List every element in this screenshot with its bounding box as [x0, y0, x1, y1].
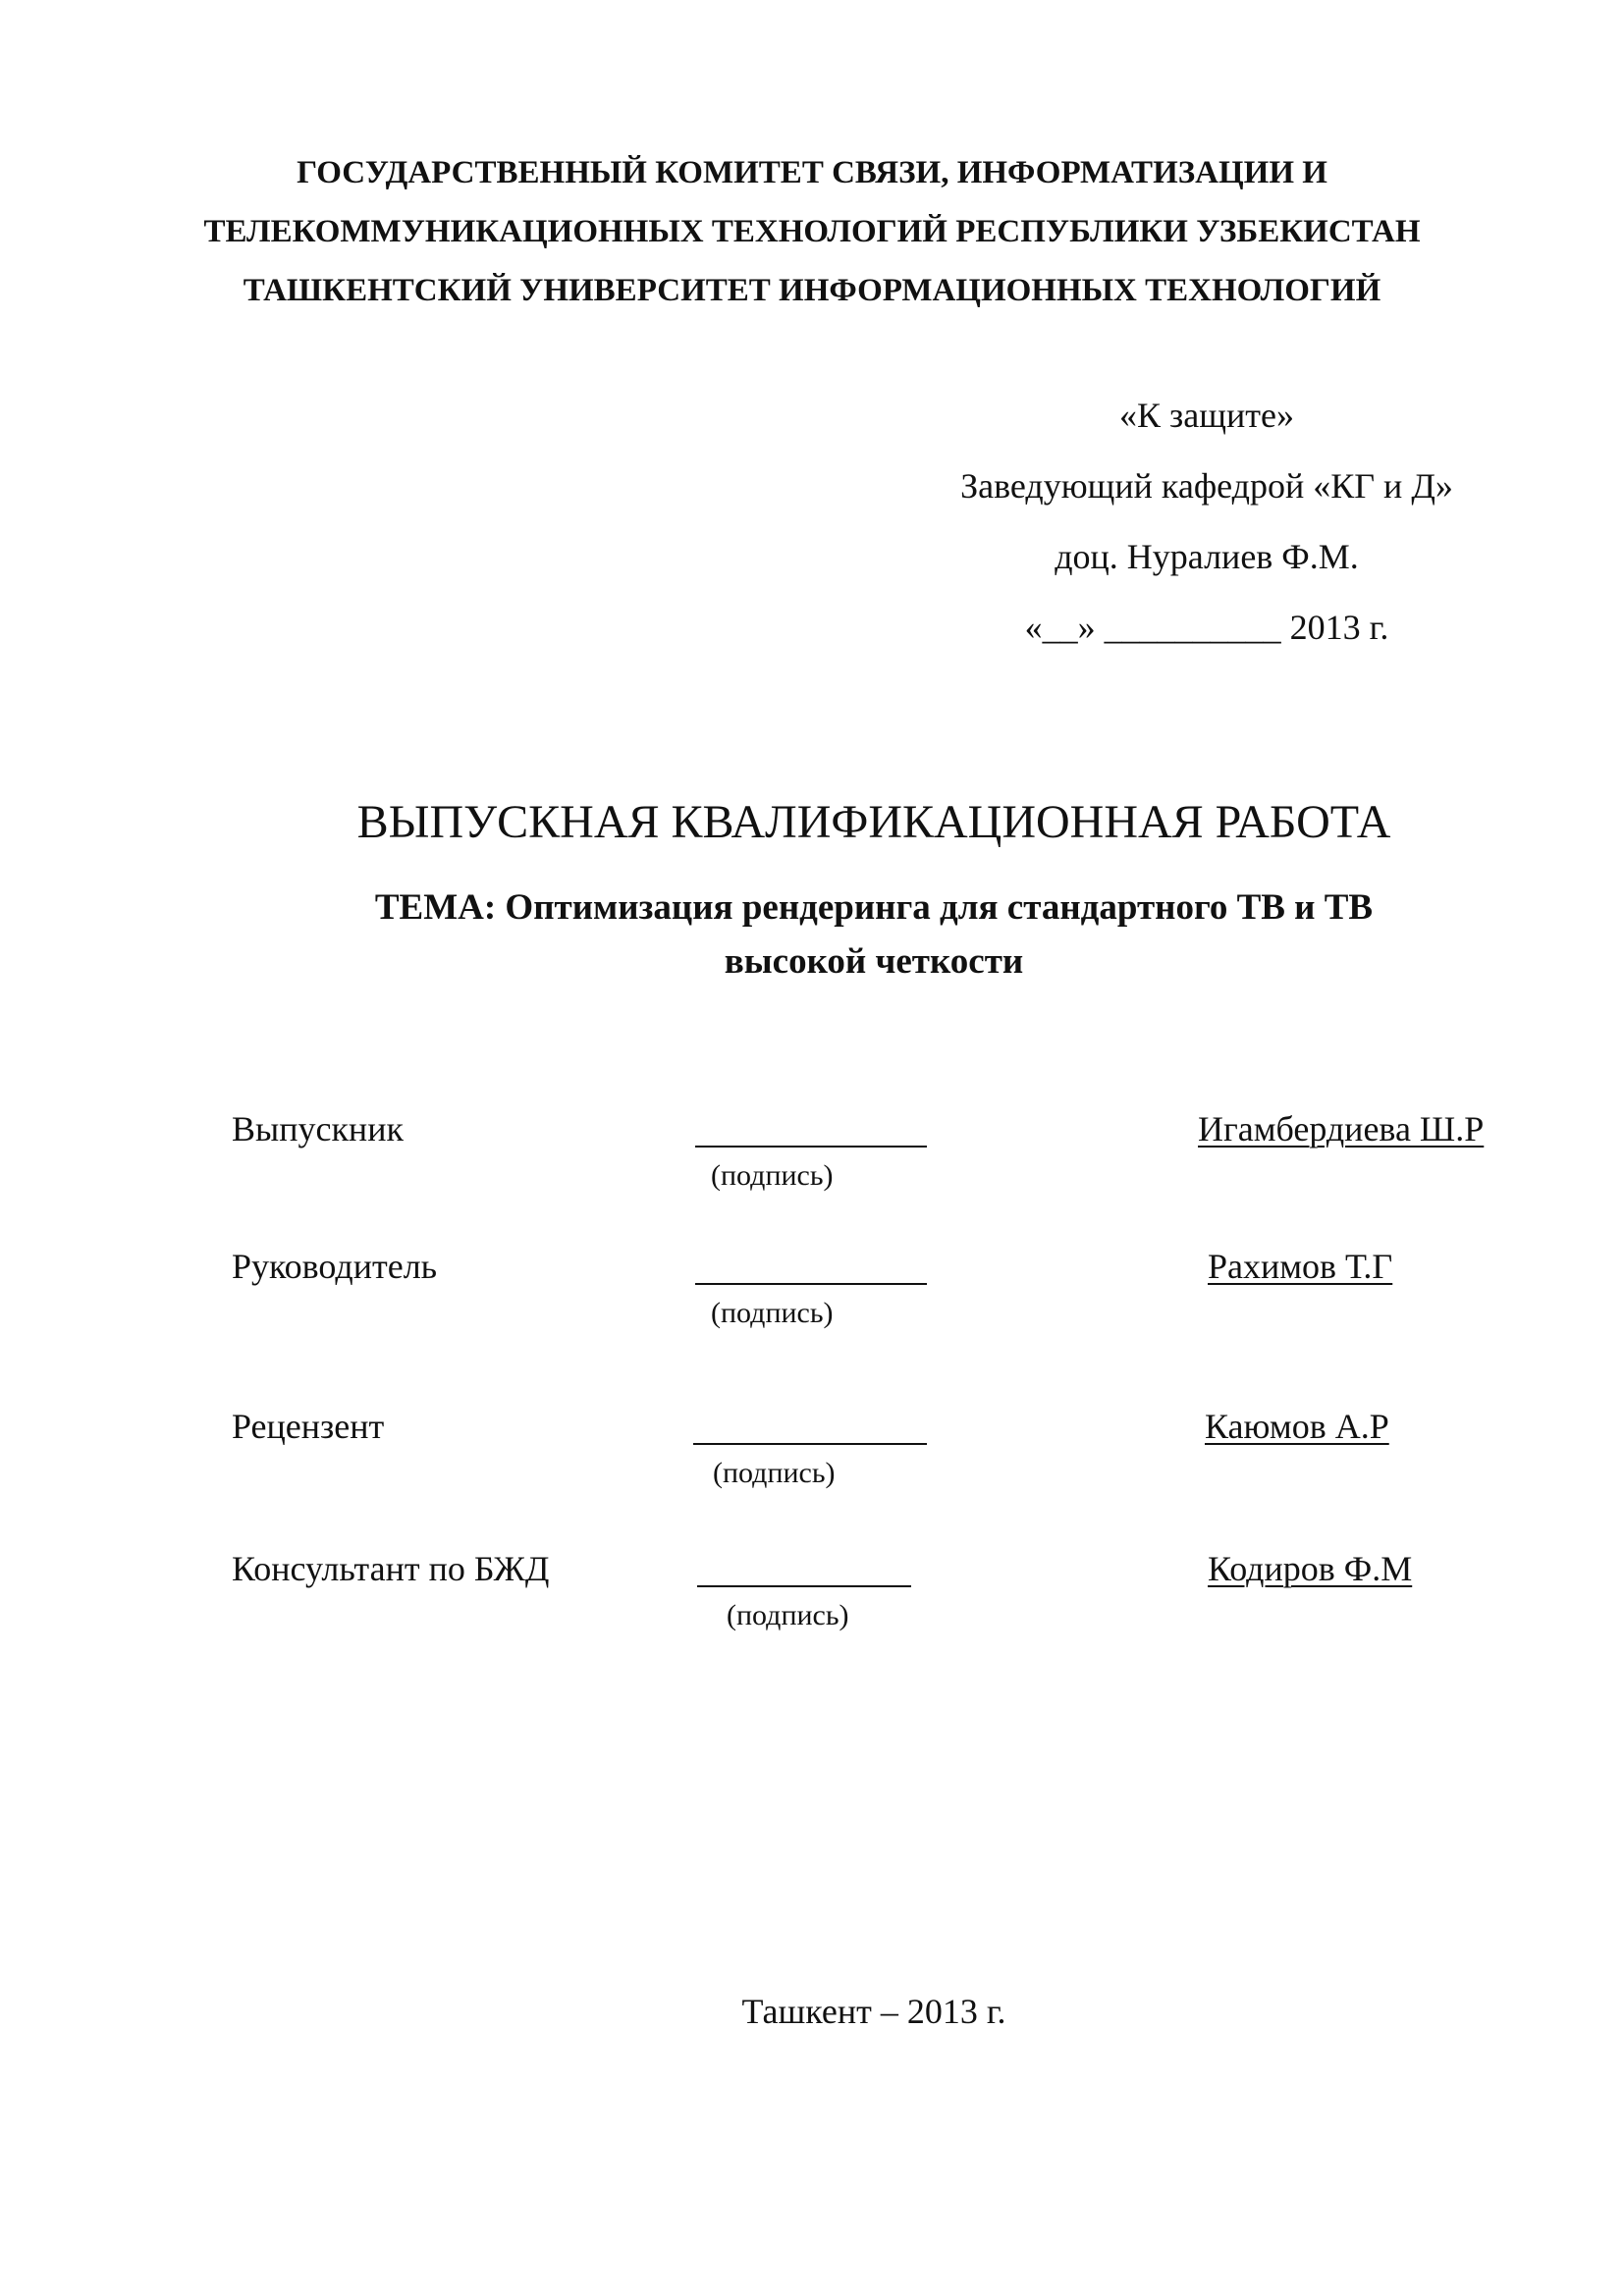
signatory-name: Каюмов А.Р — [1205, 1407, 1389, 1446]
approver-name: доц. Нуралиев Ф.М. — [1055, 537, 1359, 576]
organization-name-line-2: ТЕЛЕКОММУНИКАЦИОННЫХ ТЕХНОЛОГИЙ РЕСПУБЛИКИ УЗБЕКИСТАН — [203, 214, 1421, 249]
thesis-topic-line-2: высокой четкости — [724, 941, 1024, 982]
thesis-topic-line-1: ТЕМА: Оптимизация рендеринга для стандартного ТВ и ТВ — [374, 887, 1374, 928]
place-and-year: Ташкент – 2013 г. — [741, 1992, 1006, 2031]
signature-line — [695, 1283, 927, 1285]
signature-line — [693, 1443, 927, 1445]
signature-role: Руководитель — [232, 1247, 438, 1286]
organization-name-line-1: ГОСУДАРСТВЕННЫЙ КОМИТЕТ СВЯЗИ, ИНФОРМАТИЗАЦИИ И — [297, 155, 1327, 190]
signature-line — [697, 1585, 911, 1587]
signature-role: Рецензент — [232, 1407, 385, 1446]
approver-position: Заведующий кафедрой «КГ и Д» — [960, 466, 1453, 506]
signature-role: Выпускник — [232, 1109, 404, 1148]
signatory-name: Кодиров Ф.М — [1208, 1549, 1413, 1588]
signature-role: Консультант по БЖД — [232, 1549, 550, 1588]
university-name: ТАШКЕНТСКИЙ УНИВЕРСИТЕТ ИНФОРМАЦИОННЫХ ТЕХНОЛОГИЙ — [243, 273, 1381, 308]
approval-status: «К защите» — [1119, 396, 1294, 435]
signature-line — [695, 1146, 927, 1148]
signatory-name: Рахимов Т.Г — [1208, 1247, 1393, 1286]
signatory-name: Игамбердиева Ш.Р — [1198, 1109, 1485, 1148]
signature-caption: (подпись) — [711, 1297, 834, 1329]
approval-date: «__» __________ 2013 г. — [1024, 608, 1389, 647]
signature-caption: (подпись) — [711, 1159, 834, 1192]
signature-caption: (подпись) — [713, 1457, 836, 1489]
document-type: ВЫПУСКНАЯ КВАЛИФИКАЦИОННАЯ РАБОТА — [356, 796, 1391, 848]
signature-caption: (подпись) — [727, 1599, 849, 1631]
